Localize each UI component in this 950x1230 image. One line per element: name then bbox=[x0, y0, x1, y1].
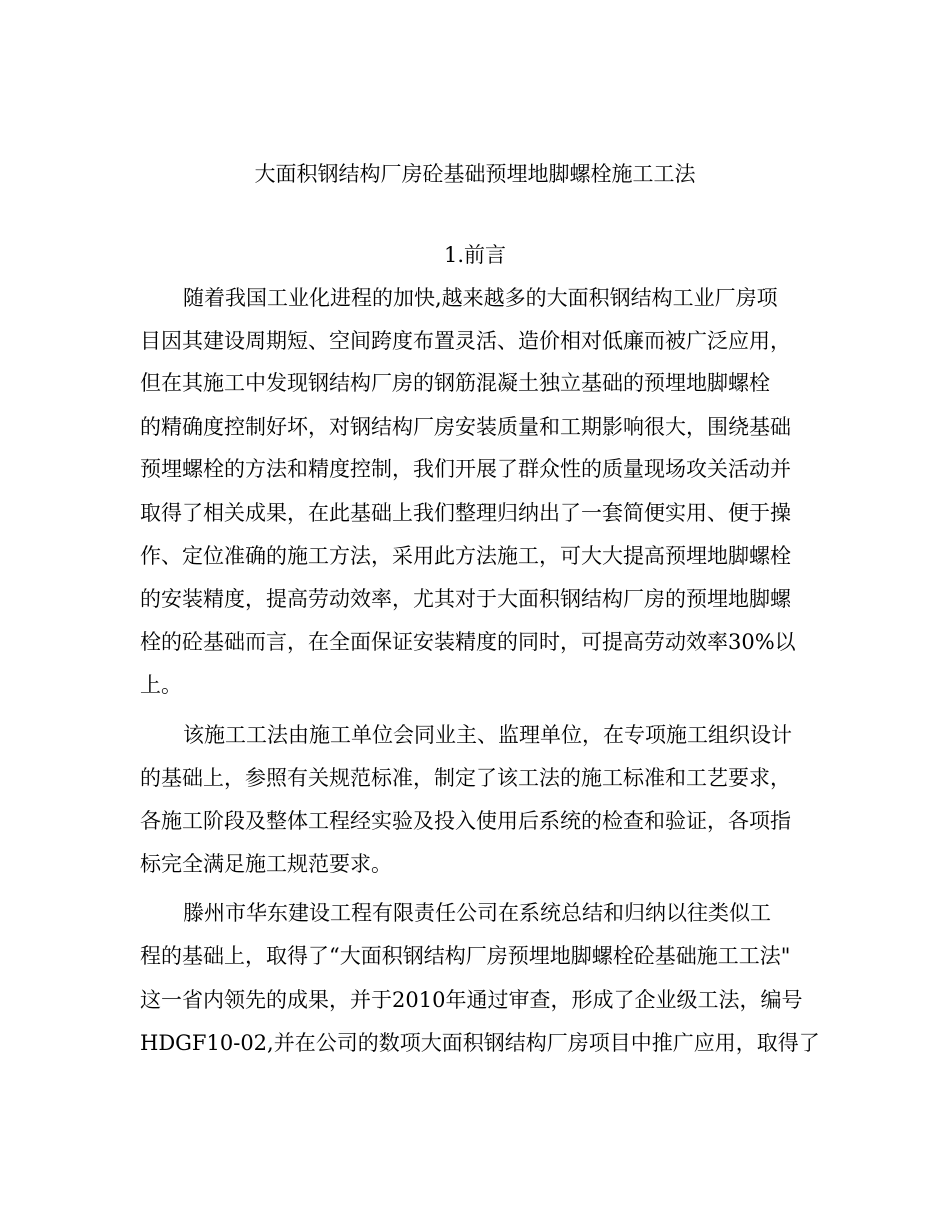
paragraph-line: 取得了相关成果，在此基础上我们整理归纳出了一套简便实用、便于操 bbox=[140, 501, 791, 525]
section-heading: 1.前言 bbox=[443, 243, 507, 267]
paragraph-line: 预埋螺栓的方法和精度控制，我们开展了群众性的质量现场攻关活动并 bbox=[140, 457, 791, 481]
paragraph-line: 随着我国工业化进程的加快,越来越多的大面积钢结构工业厂房项 bbox=[183, 286, 778, 310]
document-title: 大面积钢结构厂房砼基础预埋地脚螺栓施工工法 bbox=[254, 162, 696, 186]
paragraph-line: 的精确度控制好坏，对钢结构厂房安装质量和工期影响很大，围绕基础 bbox=[140, 415, 791, 439]
paragraph-line: 上。 bbox=[140, 673, 182, 697]
paragraph-line: 各施工阶段及整体工程经实验及投入使用后系统的检查和验证，各项指 bbox=[140, 809, 791, 833]
paragraph-line: 栓的砼基础而言，在全面保证安装精度的同时，可提高劳动效率30%以 bbox=[140, 630, 796, 654]
paragraph-line: 这一省内领先的成果，并于2010年通过审查，形成了企业级工法，编号 bbox=[140, 988, 803, 1012]
paragraph-line: 作、定位准确的施工方法，采用此方法施工，可大大提高预埋地脚螺栓 bbox=[140, 544, 791, 568]
paragraph-line: 目因其建设周期短、空间跨度布置灵活、造价相对低廉而被广泛应用， bbox=[140, 329, 791, 353]
paragraph-line: 程的基础上，取得了“大面积钢结构厂房预埋地脚螺栓砼基础施工工法" bbox=[140, 944, 791, 968]
paragraph-line: 但在其施工中发现钢结构厂房的钢筋混凝土独立基础的预埋地脚螺栓 bbox=[140, 371, 770, 395]
paragraph-line: 的基础上，参照有关规范标准，制定了该工法的施工标准和工艺要求， bbox=[140, 766, 791, 790]
paragraph-line: HDGF10-02,并在公司的数项大面积钢结构厂房项目中推广应用，取得了 bbox=[140, 1031, 820, 1055]
paragraph-line: 该施工工法由施工单位会同业主、监理单位，在专项施工组织设计 bbox=[183, 723, 792, 747]
paragraph-line: 滕州市华东建设工程有限责任公司在系统总结和归纳以往类似工 bbox=[183, 901, 771, 925]
paragraph-line: 标完全满足施工规范要求。 bbox=[140, 852, 392, 876]
paragraph-line: 的安装精度，提高劳动效率，尤其对于大面积钢结构厂房的预埋地脚螺 bbox=[140, 587, 791, 611]
